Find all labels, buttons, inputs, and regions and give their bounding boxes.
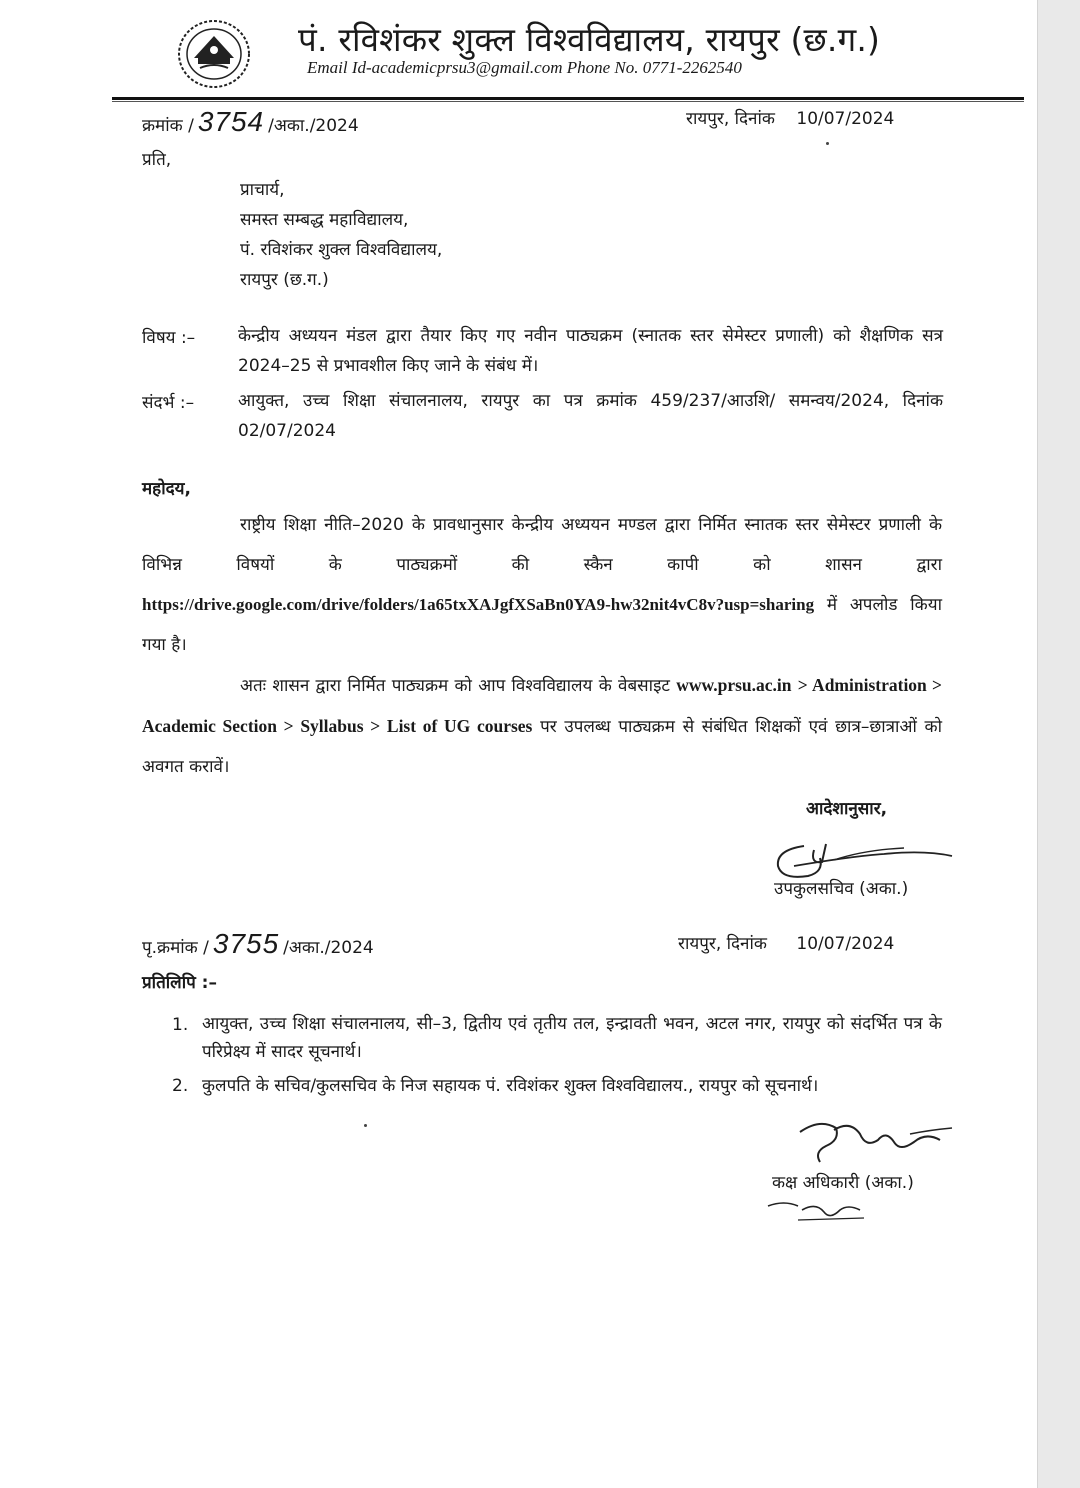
ref-number: 3754 [197, 106, 265, 137]
body-paragraph-1 [142, 505, 942, 665]
to-label: प्रति, [142, 150, 172, 170]
para1-text: राष्ट्रीय शिक्षा नीति–2020 के प्रावधानुसार केन्द्रीय अध्ययन मण्डल द्वारा निर्मित स्नातक स्तर सेमेस्टर प्रणाली के विभिन्न विषयों के पाठ्यक्रमों की स्कैन कापी को शासन द्वारा [142, 515, 942, 575]
website-link[interactable]: www.prsu.ac.in [676, 675, 792, 695]
para2-text: अतः शासन द्वारा निर्मित पाठ्यक्रम को आप विश्वविद्यालय के वेबसाइट [240, 676, 670, 696]
copy-ref [142, 928, 374, 960]
signatory-1: उपकुलसचिव (अका.) [774, 879, 909, 899]
ref-prefix: क्रमांक / [142, 116, 194, 136]
signature-2-icon [790, 1112, 960, 1172]
copy-item-text: कुलपति के सचिव/कुलसचिव के निज सहायक पं. रविशंकर शुक्ल विश्वविद्यालय., रायपुर को सूचनार्थ। [202, 1076, 819, 1096]
order-closing: आदेशानुसार, [806, 799, 888, 819]
reference-text: आयुक्त, उच्च शिक्षा संचालनालय, रायपुर का पत्र क्रमांक 459/237/आउशि/ समन्वय/2024, दिनांक 02/07/2024 [238, 391, 943, 441]
copy-item-text: आयुक्त, उच्च शिक्षा संचालनालय, सी–3, द्वितीय एवं तृतीय तल, इन्द्रावती भवन, अटल नगर, रायपुर को संदर्भित पत्र के परिप्रेक्ष्य में सादर सूचनार्थ। [202, 1014, 942, 1062]
scan-speck [364, 1124, 367, 1127]
body-paragraph-2 [142, 665, 942, 787]
subject-label: विषय :– [142, 328, 196, 348]
subject-text: केन्द्रीय अध्ययन मंडल द्वारा तैयार किए गए नवीन पाठ्यक्रम (स्नातक स्तर सेमेस्टर प्रणाली) को शैक्षणिक सत्र 2024–25 से प्रभावशील किए जाने के संबंध में। [238, 326, 943, 376]
copy-date-value: 10/07/2024 [796, 934, 895, 954]
para2-end: पर उपलब्ध पाठ्यक्रम से संबंधित शिक्षकों एवं छात्र–छात्राओं को अवगत करावें। [142, 717, 942, 777]
header-divider-thin [112, 101, 1024, 102]
place-date-label: रायपुर, दिनांक [686, 109, 775, 129]
contact-line: Email Id-academicprsu3@gmail.com Phone No. 0771-2262540 [307, 58, 742, 77]
initials-mark-icon [764, 1198, 874, 1224]
copy-to-label: प्रतिलिपि :– [142, 973, 217, 993]
para1-end: में अपलोड किया गया है। [142, 595, 942, 655]
copy-ref-number: 3755 [212, 928, 280, 959]
recipient-line: समस्त सम्बद्ध महाविद्यालय, [240, 210, 409, 230]
copy-place-date-label: रायपुर, दिनांक [678, 934, 767, 954]
recipient-line: पं. रविशंकर शुक्ल विश्वविद्यालय, [240, 240, 443, 260]
copy-date [678, 931, 894, 954]
scan-speck [826, 142, 829, 145]
copy-item-number: 1. [172, 1015, 189, 1035]
letter-ref [142, 106, 359, 138]
date-value: 10/07/2024 [796, 109, 895, 129]
drive-link[interactable]: https://drive.google.com/drive/folders/1a65txXAJgfXSaBn0YA9-hw32nit4vC8v?usp=sharing [142, 595, 815, 614]
reference-label: संदर्भ :– [142, 393, 195, 413]
recipient-line: प्राचार्य, [240, 180, 285, 200]
copy-ref-suffix: /अका./2024 [283, 938, 374, 958]
scan-margin [1037, 0, 1080, 1488]
signatory-2: कक्ष अधिकारी (अका.) [772, 1173, 914, 1193]
header-divider [112, 97, 1024, 100]
university-seal-icon [176, 18, 252, 90]
ref-suffix: /अका./2024 [268, 116, 359, 136]
salutation: महोदय, [142, 479, 191, 499]
copy-item-number: 2. [172, 1076, 189, 1096]
university-name: पं. रविशंकर शुक्ल विश्वविद्यालय, रायपुर (छ.ग.) [298, 20, 881, 59]
recipient-line: रायपुर (छ.ग.) [240, 270, 329, 290]
copy-ref-prefix: पृ.क्रमांक / [142, 938, 209, 958]
website-path: > Administration > Academic Section > Syllabus > List of UG courses [142, 675, 943, 736]
letter-date [686, 106, 894, 129]
